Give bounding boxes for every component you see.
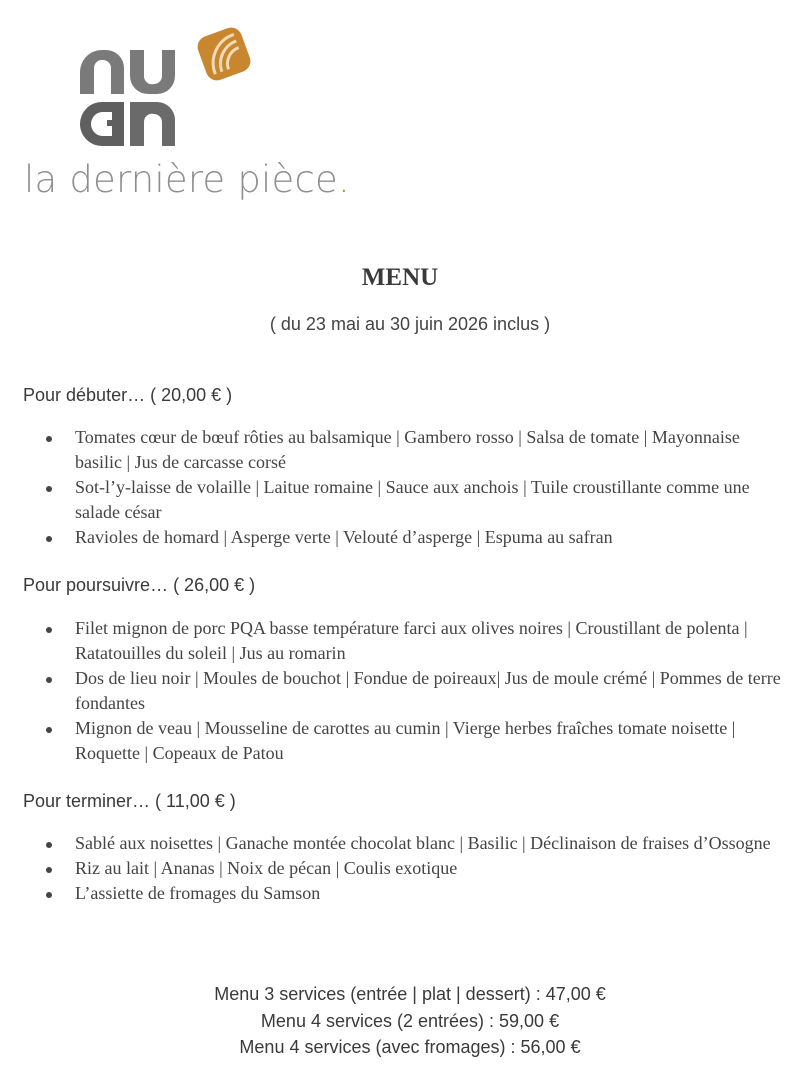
formula-line: Menu 4 services (avec fromages) : 56,00 €	[239, 1037, 581, 1057]
dish-item: Ravioles de homard | Asperge verte | Velouté d’asperge | Espuma au safran	[23, 525, 785, 550]
dish-item: Tomates cœur de bœuf rôties au balsamique | Gambero rosso | Salsa de tomate | Mayonnaise basilic | Jus de carcasse corsé	[23, 425, 785, 475]
formula-line: Menu 3 services (entrée | plat | dessert) : 47,00 €	[214, 984, 606, 1004]
dish-item: Filet mignon de porc PQA basse température farci aux olives noires | Croustillant de polenta | Ratatouilles du soleil | Jus au romarin	[23, 616, 785, 666]
dish-item: Mignon de veau | Mousseline de carottes au cumin | Vierge herbes fraîches tomate noisette | Roquette | Copeaux de Patou	[23, 716, 785, 766]
section-mains	[23, 575, 783, 763]
dish-item: Dos de lieu noir | Moules de bouchot | Fondue de poireaux| Jus de moule crémé | Pommes de terre fondantes	[23, 666, 785, 716]
menu-formulas	[0, 981, 800, 1061]
dish-item: L’assiette de fromages du Samson	[23, 881, 785, 906]
section-title: Pour débuter… ( 20,00 € )	[23, 385, 233, 405]
menu-title: MENU	[361, 264, 439, 291]
section-title: Pour terminer… ( 11,00 € )	[23, 791, 236, 811]
dish-item: Sot-l’y-laisse de volaille | Laitue romaine | Sauce aux anchois | Tuile croustillante comme une salade césar	[23, 475, 785, 525]
restaurant-logo	[24, 26, 350, 216]
formula-line: Menu 4 services (2 entrées) : 59,00 €	[260, 1010, 560, 1031]
section-title: Pour poursuivre… ( 26,00 € )	[23, 575, 256, 595]
section-desserts	[23, 791, 783, 903]
logo-wordmark: la dernière pièce.	[24, 158, 350, 201]
dish-list	[23, 425, 785, 550]
dish-item: Sablé aux noisettes | Ganache montée chocolat blanc | Basilic | Déclinaison de fraises d’Ossogne	[23, 831, 785, 856]
menu-period: ( du 23 mai au 30 juin 2026 inclus )	[269, 314, 551, 334]
dish-item: Riz au lait | Ananas | Noix de pécan | Coulis exotique	[23, 856, 785, 881]
dish-list	[23, 831, 785, 906]
dish-list	[23, 616, 785, 766]
section-starters	[23, 385, 783, 547]
logo-mark-icon	[78, 26, 258, 156]
